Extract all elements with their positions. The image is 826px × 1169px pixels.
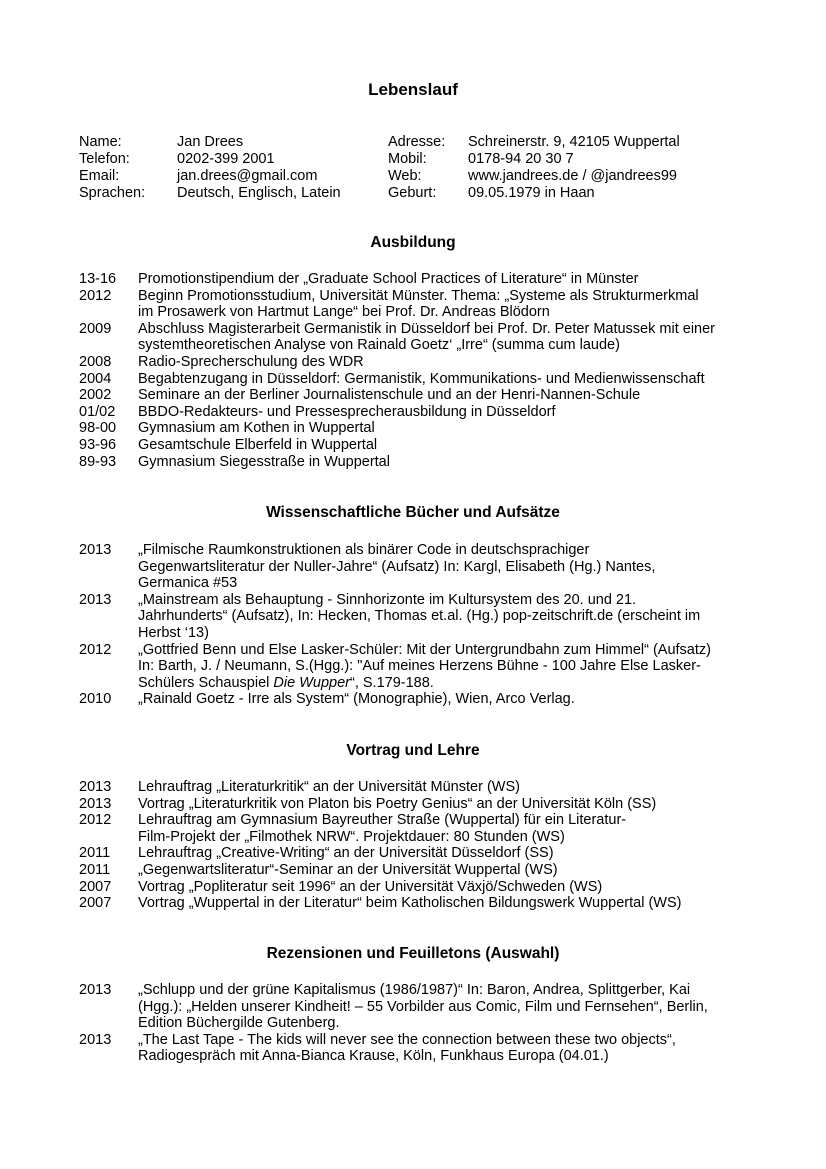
entry-text [138, 420, 759, 437]
entry-row [79, 387, 759, 404]
info-row [79, 185, 779, 202]
entry-row [79, 542, 759, 592]
info-row [79, 151, 779, 168]
entry-text [138, 454, 759, 471]
info-label: Adresse: [388, 134, 446, 150]
entry-text-line: „Schlupp und der grüne Kapitalismus (1986/1987)“ In: Baron, Andrea, Splittgerber, Kai [138, 982, 691, 998]
section-title-publikationen: Wissenschaftliche Bücher und Aufsätze [266, 504, 560, 521]
personal-info [79, 134, 779, 202]
entry-text-line: Abschluss Magisterarbeit Germanistik in Düsseldorf bei Prof. Dr. Peter Matussek mit einer [138, 320, 715, 337]
entry-row [79, 812, 759, 845]
entry-row [79, 642, 759, 692]
entry-text-line: Film-Projekt der „Filmothek NRW“. Projektdauer: 80 Stunden (WS) [138, 828, 565, 845]
entry-text-line: Lehrauftrag „Literaturkritik“ an der Universität Münster (WS) [138, 779, 520, 795]
info-label: Geburt: [388, 185, 437, 201]
entry-row [79, 592, 759, 642]
entry-row [79, 354, 759, 371]
entry-row [79, 1032, 759, 1065]
entry-year: 2013 [79, 779, 112, 795]
entry-row [79, 404, 759, 421]
entry-text-line: Gymnasium Siegesstraße in Wuppertal [138, 453, 390, 470]
entry-text-line: Gegenwartsliteratur der Nuller-Jahre“ (Aufsatz) In: Kargl, Elisabeth (Hg.) Nantes, [138, 558, 656, 575]
entry-row [79, 779, 759, 796]
entry-text [138, 796, 759, 813]
entry-text [138, 288, 759, 321]
entry-text [138, 691, 759, 708]
entry-text [138, 387, 759, 404]
entry-year: 2013 [79, 982, 112, 998]
info-row [79, 134, 779, 151]
entry-text [138, 779, 759, 796]
entry-row [79, 879, 759, 896]
section-ausbildung [79, 271, 759, 470]
entry-year: 2013 [79, 795, 112, 812]
entry-year: 2012 [79, 287, 112, 304]
entry-row [79, 454, 759, 471]
section-publikationen [79, 542, 759, 708]
entry-year: 2008 [79, 353, 112, 370]
entry-text-line: Vortrag „Literaturkritik von Platon bis Poetry Genius“ an der Universität Köln (SS) [138, 795, 657, 812]
entry-year: 2007 [79, 895, 112, 912]
entry-row [79, 371, 759, 388]
entry-text [138, 404, 759, 421]
info-value: Jan Drees [177, 134, 244, 150]
entry-year: 01/02 [79, 403, 116, 420]
entry-text-line: Lehrauftrag „Creative-Writing“ an der Universität Düsseldorf (SS) [138, 845, 554, 862]
entry-year: 13-16 [79, 271, 117, 287]
info-label: Telefon: [79, 151, 130, 167]
entry-row [79, 420, 759, 437]
entry-text [138, 542, 759, 592]
info-label: Name: [79, 134, 122, 150]
entry-row [79, 862, 759, 879]
section-rezensionen [79, 982, 759, 1065]
entry-text-line: Begabtenzugang in Düsseldorf: Germanistik, Kommunikations- und Medienwissenschaft [138, 370, 705, 387]
entry-text-line: Jahrhunderts“ (Aufsatz), In: Hecken, Thomas et.al. (Hg.) pop-zeitschrift.de (erscheint im [138, 608, 701, 625]
entry-text-line: Gymnasium am Kothen in Wuppertal [138, 420, 375, 437]
entry-text-line: „The Last Tape - The kids will never see the connection between these two objects“, [138, 1031, 676, 1048]
entry-text [138, 895, 759, 912]
entry-year: 2009 [79, 320, 112, 337]
entry-text [138, 437, 759, 454]
web-value: www.jandrees.de / @jandrees99 [468, 168, 677, 184]
entry-text-line: Radiogespräch mit Anna-Bianca Krause, Köln, Funkhaus Europa (04.01.) [138, 1048, 609, 1065]
info-value: Deutsch, Englisch, Latein [177, 185, 341, 201]
entry-text-line: Radio-Sprecherschulung des WDR [138, 353, 364, 370]
entry-year: 2013 [79, 591, 112, 608]
entry-year: 93-96 [79, 436, 117, 453]
entry-text-line: „Gottfried Benn und Else Lasker-Schüler: Mit der Untergrundbahn zum Himmel“ (Aufsatz) [138, 641, 711, 658]
entry-year: 98-00 [79, 420, 117, 437]
entry-text-line: Gesamtschule Elberfeld in Wuppertal [138, 436, 378, 453]
entry-text-line: „Filmische Raumkonstruktionen als binärer Code in deutschsprachiger [138, 542, 590, 558]
info-value: Schreinerstr. 9, 42105 Wuppertal [468, 134, 680, 150]
entry-text-line: „Gegenwartsliteratur“-Seminar an der Universität Wuppertal (WS) [138, 861, 558, 878]
info-label: Email: [79, 168, 120, 184]
entry-year: 2004 [79, 370, 112, 387]
entry-row [79, 845, 759, 862]
entry-text-line: Edition Büchergilde Gutenberg. [138, 1015, 340, 1032]
entry-text [138, 862, 759, 879]
info-value: 0178-94 20 30 7 [468, 151, 574, 167]
entry-text [138, 845, 759, 862]
entry-year: 2013 [79, 542, 112, 558]
entry-text [138, 592, 759, 642]
entry-text-line: „Mainstream als Behauptung - Sinnhorizonte im Kultursystem des 20. und 21. [138, 591, 637, 608]
entry-row [79, 271, 759, 288]
entry-text [138, 812, 759, 845]
entry-text [138, 982, 759, 1032]
entry-year: 2002 [79, 387, 112, 404]
entry-text [138, 271, 759, 288]
entry-row [79, 437, 759, 454]
entry-row [79, 321, 759, 354]
email-value: jan.drees@gmail.com [177, 168, 318, 184]
page-title: Lebenslauf [368, 80, 458, 99]
section-title-vortrag-lehre: Vortrag und Lehre [346, 742, 480, 759]
entry-text-line: Vortrag „Wuppertal in der Literatur“ beim Katholischen Bildungswerk Wuppertal (WS) [138, 895, 682, 912]
entry-year: 2007 [79, 878, 112, 895]
entry-text-line: BBDO-Redakteurs- und Pressesprecherausbildung in Düsseldorf [138, 403, 556, 420]
info-label: Sprachen: [79, 185, 146, 201]
entry-text-line: Lehrauftrag am Gymnasium Bayreuther Straße (Wuppertal) für ein Literatur- [138, 812, 627, 829]
entry-text [138, 354, 759, 371]
entry-year: 89-93 [79, 453, 117, 470]
entry-text-line: (Hgg.): „Helden unserer Kindheit! – 55 Vorbilder aus Comic, Film und Fernsehen“, Berlin, [138, 998, 708, 1015]
entry-year: 2013 [79, 1031, 112, 1048]
entry-row [79, 288, 759, 321]
info-value: 0202-399 2001 [177, 151, 275, 167]
entry-year: 2011 [79, 861, 111, 878]
entry-text-line: „Rainald Goetz - Irre als System“ (Monographie), Wien, Arco Verlag. [138, 691, 575, 708]
entry-text-line: In: Barth, J. / Neumann, S.(Hgg.): "Auf meines Herzens Bühne - 100 Jahre Else Lasker- [138, 658, 701, 675]
info-label: Mobil: [388, 151, 427, 167]
entry-text-line: im Prosawerk von Hartmut Lange“ bei Prof. Dr. Andreas Blödorn [138, 304, 550, 321]
entry-text [138, 321, 759, 354]
entry-text-line: Herbst ‘13) [138, 624, 209, 641]
entry-row [79, 982, 759, 1032]
entry-row [79, 691, 759, 708]
entry-row [79, 796, 759, 813]
entry-text-line: systemtheoretischen Analyse von Rainald Goetz‘ „Irre“ (summa cum laude) [138, 337, 620, 354]
entry-year: 2010 [79, 691, 112, 708]
entry-text [138, 879, 759, 896]
section-title-rezensionen: Rezensionen und Feuilletons (Auswahl) [266, 945, 560, 962]
entry-text [138, 371, 759, 388]
entry-text-line: Vortrag „Popliteratur seit 1996“ an der Universität Växjö/Schweden (WS) [138, 878, 603, 895]
section-title-ausbildung: Ausbildung [370, 234, 456, 251]
entry-year: 2012 [79, 812, 112, 829]
entry-row [79, 895, 759, 912]
entry-text-line: Beginn Promotionsstudium, Universität Münster. Thema: „Systeme als Strukturmerkmal [138, 287, 699, 304]
entry-text-line: Germanica #53 [138, 575, 238, 592]
info-value: 09.05.1979 in Haan [468, 185, 595, 201]
entry-text-line: Promotionstipendium der „Graduate School Practices of Literature“ in Münster [138, 271, 639, 287]
entry-text [138, 1032, 759, 1065]
entry-text [138, 642, 759, 692]
info-row [79, 168, 779, 185]
entry-year: 2012 [79, 641, 112, 658]
entry-text-line: Seminare an der Berliner Journalistenschule und an der Henri-Nannen-Schule [138, 387, 641, 404]
section-vortrag-lehre [79, 779, 759, 912]
info-label: Web: [388, 168, 422, 184]
entry-text-line: Schülers Schauspiel Die Wupper“, S.179-188. [138, 674, 434, 691]
entry-year: 2011 [79, 845, 111, 862]
